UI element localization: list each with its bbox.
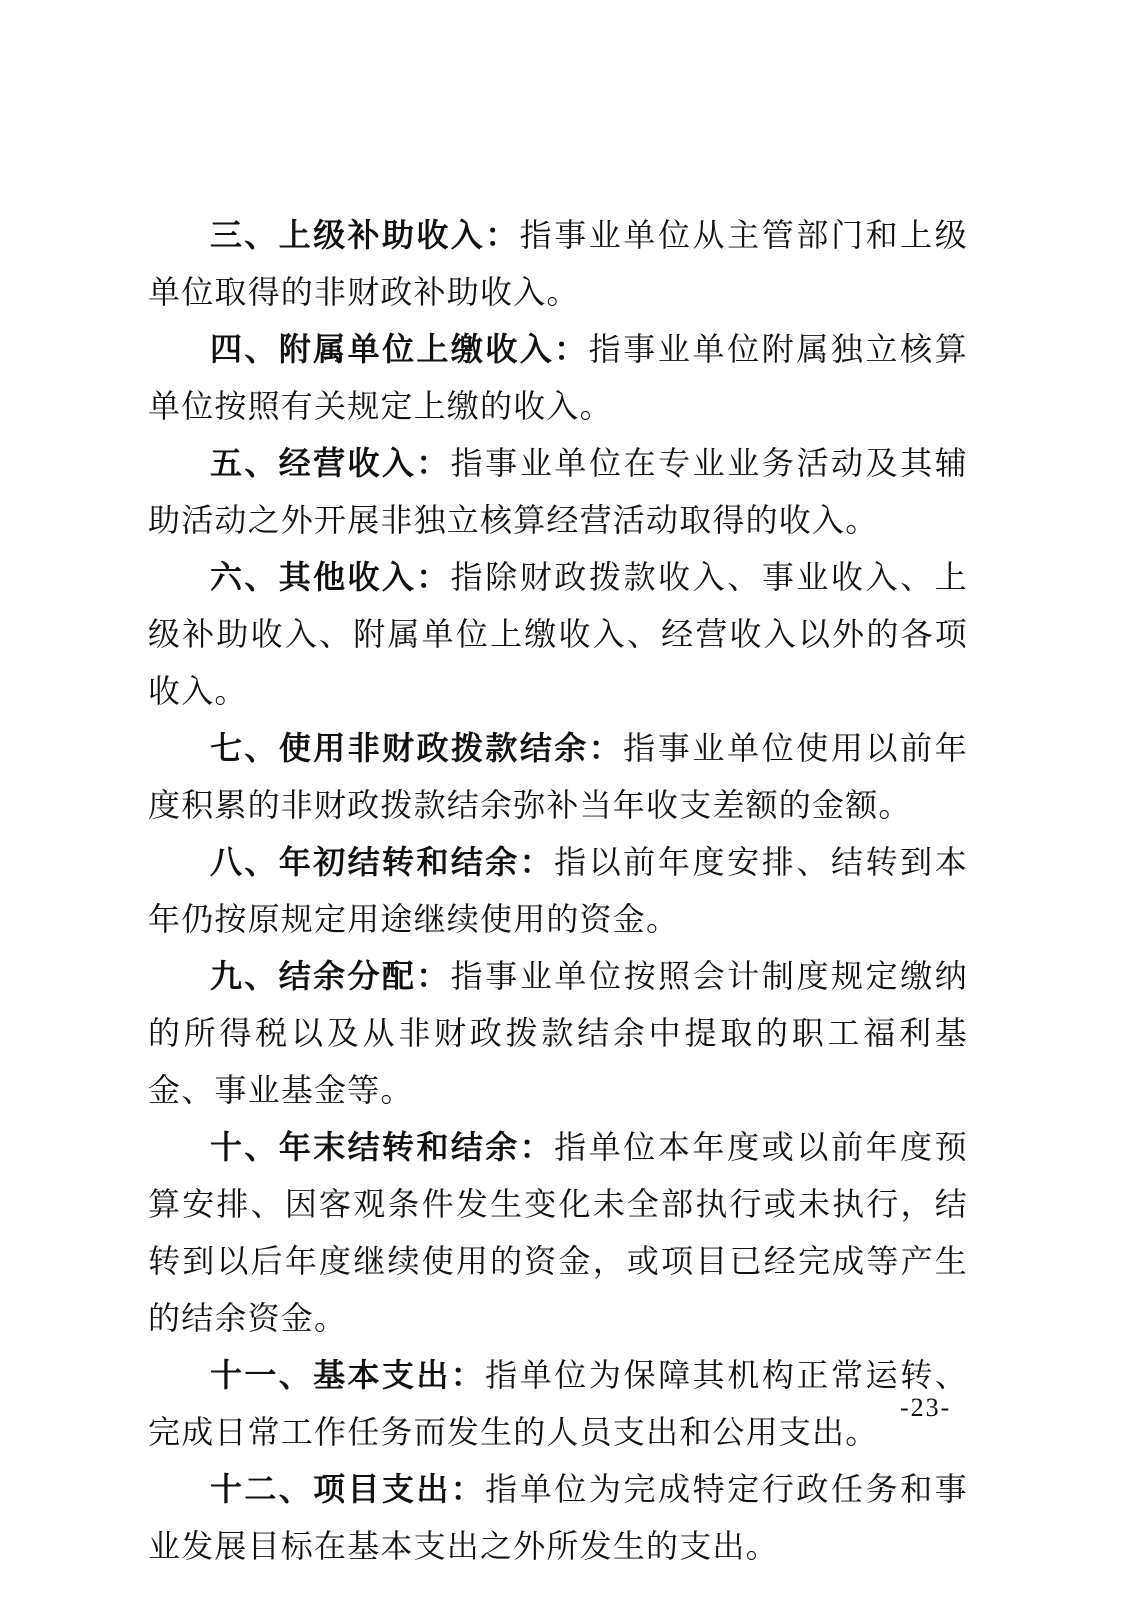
term-definition: 指事业单位在专业业务活动及其辅助活动之外开展非独立核算经营活动取得的收入。 [148,444,968,539]
document-body [148,207,968,1575]
term-definition: 指单位为完成特定行政任务和事业发展目标在基本支出之外所发生的支出。 [148,1470,968,1565]
paragraph-operating-income [148,435,968,549]
term-definition: 指单位本年度或以前年度预算安排、因客观条件发生变化未全部执行或未执行，结转到以后年度继续使用的资金，或项目已经完成等产生的结余资金。 [148,1128,968,1337]
term-heading: 七、使用非财政拨款结余： [210,729,624,767]
term-heading: 五、经营收入： [210,444,451,482]
term-definition: 指以前年度安排、结转到本年仍按原规定用途继续使用的资金。 [148,843,968,938]
paragraph-affiliated-unit-remittance-income [148,321,968,435]
paragraph-use-of-non-fiscal-balance [148,720,968,834]
term-heading: 九、结余分配： [210,957,451,995]
paragraph-upper-level-subsidy-income [148,207,968,321]
term-heading: 四、附属单位上缴收入： [210,330,589,368]
term-heading: 十二、项目支出： [210,1470,486,1508]
term-definition: 指事业单位从主管部门和上级单位取得的非财政补助收入。 [148,216,968,311]
term-heading: 十一、基本支出： [210,1356,486,1394]
page-number: -23- [900,1393,952,1422]
term-heading: 六、其他收入： [210,558,451,596]
term-heading: 十、年末结转和结余： [210,1128,555,1166]
term-definition: 指事业单位使用以前年度积累的非财政拨款结余弥补当年收支差额的金额。 [148,729,968,824]
paragraph-basic-expenditure [148,1347,968,1461]
term-heading: 八、年初结转和结余： [210,843,555,881]
term-definition: 指事业单位附属独立核算单位按照有关规定上缴的收入。 [148,330,968,425]
paragraph-beginning-carryover-and-balance [148,834,968,948]
term-definition: 指除财政拨款收入、事业收入、上级补助收入、附属单位上缴收入、经营收入以外的各项收入。 [148,558,968,710]
paragraph-other-income [148,549,968,720]
term-definition: 指单位为保障其机构正常运转、完成日常工作任务而发生的人员支出和公用支出。 [148,1356,968,1451]
term-heading: 三、上级补助收入： [210,216,520,254]
paragraph-year-end-carryover-and-balance [148,1119,968,1347]
paragraph-project-expenditure [148,1461,968,1575]
term-definition: 指事业单位按照会计制度规定缴纳的所得税以及从非财政拨款结余中提取的职工福利基金、事业基金等。 [148,957,968,1109]
paragraph-balance-distribution [148,948,968,1119]
